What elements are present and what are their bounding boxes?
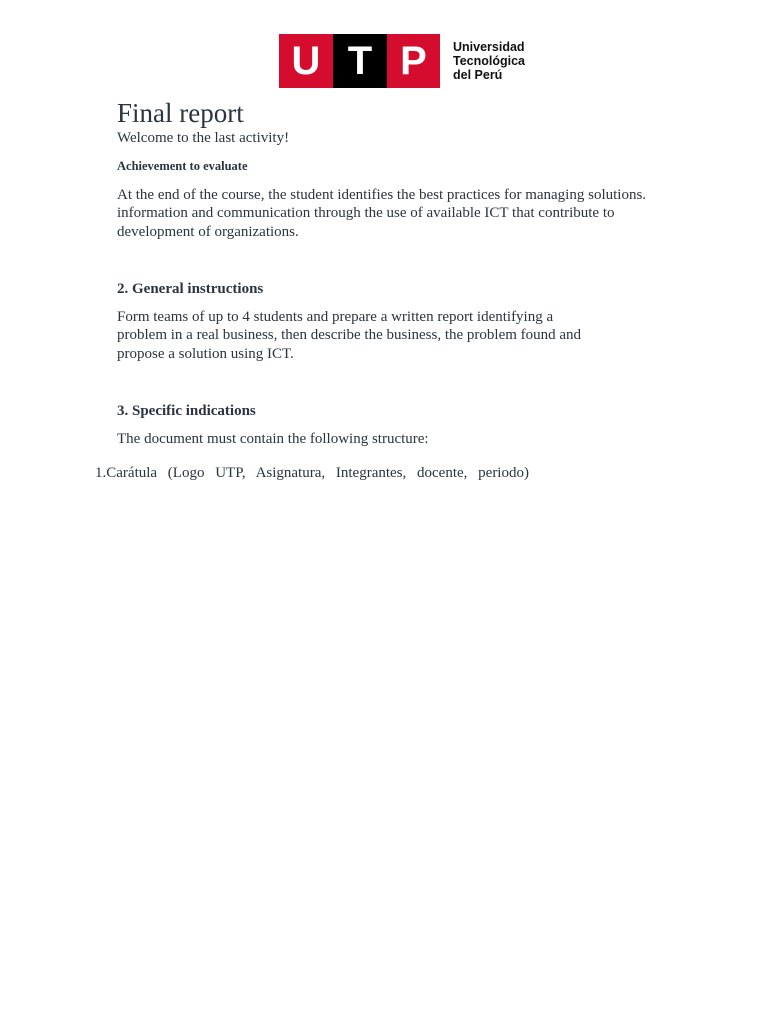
list-item-text: Carátula (Logo UTP, Asignatura, Integrantes, docente, periodo) <box>106 465 529 481</box>
general-instructions-heading: 2. General instructions <box>117 281 264 297</box>
paragraph-line: information and communication through the use of available ICT that contribute to <box>117 205 615 222</box>
list-item-number: 1. <box>95 465 107 481</box>
paragraph-line: problem in a real business, then describe the business, the problem found and <box>117 327 582 344</box>
structure-list-item <box>95 464 529 482</box>
logo-name-line: Tecnológica <box>453 54 526 68</box>
logo-letter-p: P <box>387 34 440 88</box>
paragraph-line: At the end of the course, the student identifies the best practices for managing solutions. <box>117 187 647 203</box>
logo-university-name <box>453 40 525 82</box>
logo-letter-u: U <box>279 34 333 88</box>
general-instructions-paragraph <box>117 308 677 363</box>
logo-name-line: del Perú <box>453 68 503 82</box>
paragraph-line: The document must contain the following structure: <box>117 431 429 447</box>
welcome-text: Welcome to the last activity! <box>117 130 290 146</box>
achievement-paragraph <box>117 186 677 241</box>
paragraph-line: development of organizations. <box>117 223 299 240</box>
logo-letter-t: T <box>333 34 387 88</box>
specific-indications-intro <box>117 430 677 448</box>
logo-name-line: Universidad <box>453 40 525 54</box>
document-title: Final report <box>117 98 244 128</box>
paragraph-line: propose a solution using ICT. <box>117 345 294 362</box>
paragraph-line: Form teams of up to 4 students and prepare a written report identifying a <box>117 309 554 325</box>
utp-logo <box>279 34 525 88</box>
specific-indications-heading: 3. Specific indications <box>117 403 256 419</box>
achievement-label: Achievement to evaluate <box>117 159 248 173</box>
